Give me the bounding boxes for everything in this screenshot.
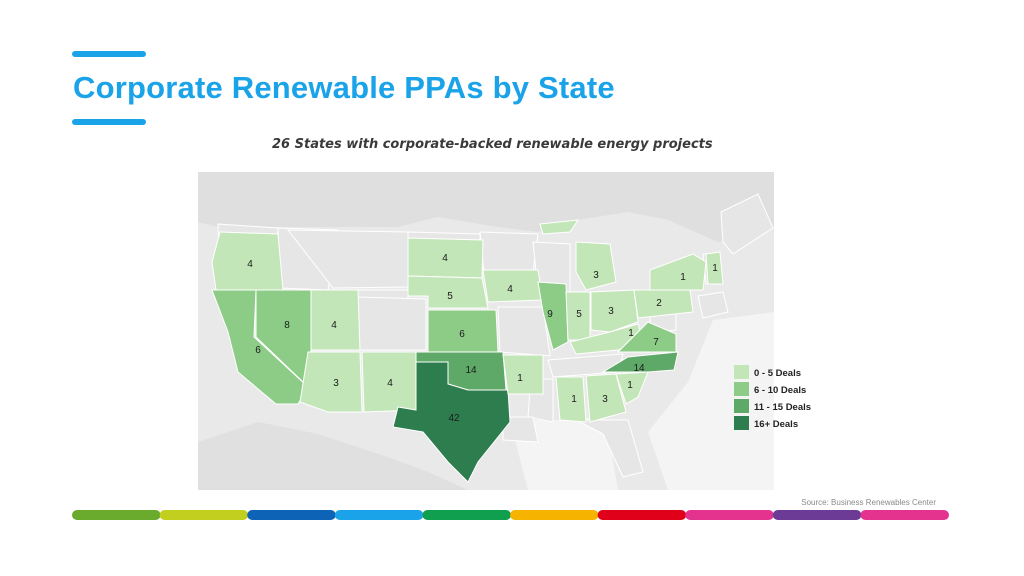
title-accent-bar-bottom [72, 119, 146, 125]
state-deal-count-virginia: 7 [653, 337, 659, 348]
state-arizona [300, 352, 362, 412]
state-arkansas [503, 355, 543, 394]
footer-stripe-segment [72, 510, 161, 520]
state-deal-count-michigan: 3 [593, 270, 599, 281]
state-deal-count-arizona: 3 [333, 378, 339, 389]
footer-stripe-segment [860, 510, 949, 520]
page-title: Corporate Renewable PPAs by State [73, 70, 615, 105]
state-deal-count-south-dakota: 4 [442, 253, 448, 264]
state-deal-count-ohio: 3 [608, 306, 614, 317]
state-deal-count-oklahoma: 14 [465, 365, 477, 376]
footer-stripe-segment [598, 510, 687, 520]
state-deal-count-iowa: 4 [507, 284, 513, 295]
state-deal-count-alabama: 1 [571, 394, 577, 405]
footer-stripe-segment [773, 510, 862, 520]
legend-swatch [734, 382, 749, 396]
state-deal-count-new-mexico: 4 [387, 378, 393, 389]
state-deal-count-utah: 4 [331, 320, 337, 331]
state-deal-count-nebraska: 5 [447, 291, 453, 302]
state-deal-count-oregon: 4 [247, 259, 253, 270]
legend-swatch [734, 416, 749, 430]
state-deal-count-nevada: 8 [284, 320, 290, 331]
footer-stripe-segment [335, 510, 424, 520]
state-colorado [358, 297, 426, 350]
footer-stripe-segment [422, 510, 511, 520]
footer-stripe-segment [685, 510, 774, 520]
footer-stripe-segment [160, 510, 249, 520]
legend-label: 0 - 5 Deals [754, 368, 801, 379]
title-accent-bar-top [72, 51, 146, 57]
state-missouri [498, 307, 550, 356]
state-deal-count-new-york: 1 [680, 272, 686, 283]
map-subtitle: 26 States with corporate-backed renewable energy projects [272, 137, 713, 152]
legend-swatch [734, 365, 749, 379]
legend-swatch [734, 399, 749, 413]
state-minnesota [480, 232, 538, 272]
legend-label: 16+ Deals [754, 419, 799, 430]
state-deal-count-new-hampshire: 1 [712, 263, 718, 274]
legend-label: 11 - 15 Deals [754, 402, 812, 413]
state-deal-count-kansas: 6 [459, 329, 465, 340]
state-deal-count-illinois: 9 [547, 309, 553, 320]
footer-stripe-segment [247, 510, 336, 520]
state-iowa [483, 270, 543, 302]
us-ppa-map [198, 172, 812, 490]
source-note: Source: Business Renewables Center [801, 498, 936, 507]
state-deal-count-pennsylvania: 2 [656, 298, 662, 309]
state-deal-count-south-carolina: 1 [627, 380, 633, 391]
state-deal-count-texas: 42 [448, 413, 460, 424]
footer-color-stripe [72, 508, 948, 522]
state-deal-count-california: 6 [255, 345, 261, 356]
state-deal-count-arkansas: 1 [517, 373, 523, 384]
state-deal-count-georgia: 3 [602, 394, 608, 405]
legend-label: 6 - 10 Deals [754, 385, 807, 396]
state-deal-count-north-carolina: 14 [633, 363, 645, 374]
state-deal-count-kentucky: 1 [628, 328, 634, 339]
state-deal-count-indiana: 5 [576, 309, 582, 320]
footer-stripe-segment [510, 510, 599, 520]
